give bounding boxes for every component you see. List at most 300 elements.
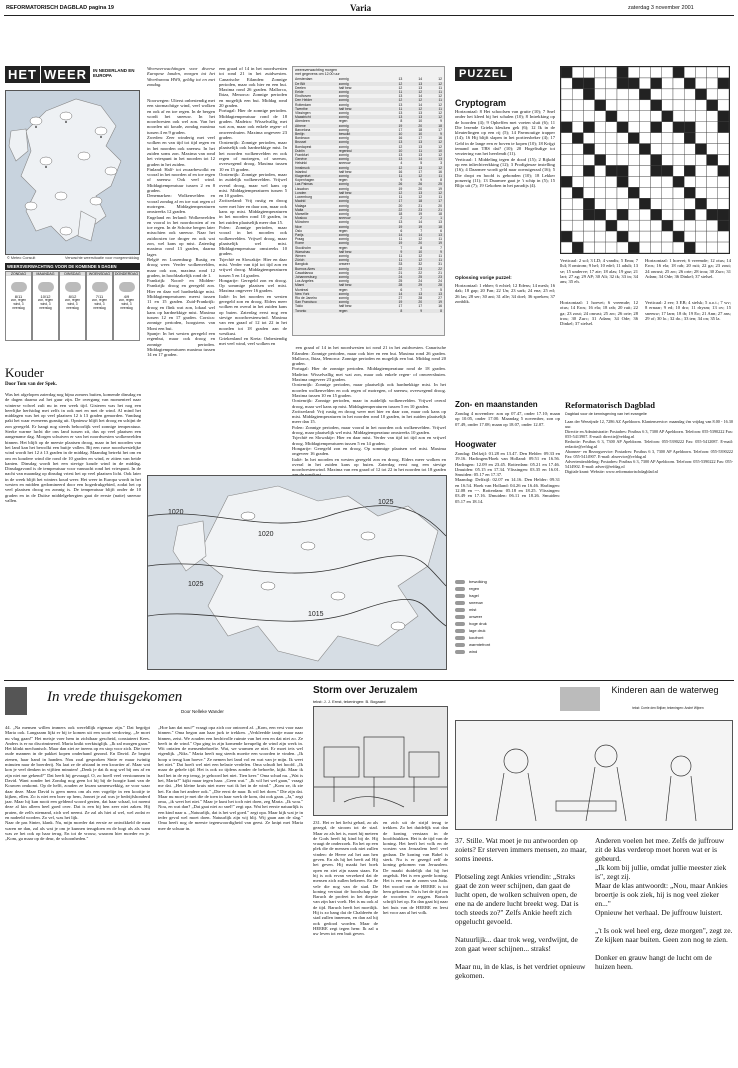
city-temp: 6 bbox=[400, 228, 403, 233]
crossword-cell[interactable] bbox=[673, 89, 684, 100]
crossword-cell[interactable] bbox=[628, 100, 639, 111]
crossword-cell bbox=[707, 209, 718, 220]
crossword-cell[interactable] bbox=[583, 176, 594, 187]
city-temp: 10 bbox=[418, 132, 423, 137]
crossword-cell[interactable] bbox=[628, 144, 639, 155]
crossword-cell[interactable] bbox=[695, 67, 706, 78]
city-temp: 25 bbox=[418, 274, 423, 279]
crossword-cell[interactable] bbox=[561, 89, 572, 100]
crossword-cell[interactable] bbox=[684, 198, 695, 209]
crossword-cell[interactable] bbox=[572, 67, 583, 78]
crossword-cell[interactable] bbox=[718, 242, 729, 253]
legend-item bbox=[455, 634, 561, 641]
crossword-cell[interactable] bbox=[628, 220, 639, 231]
crossword-cell[interactable] bbox=[651, 133, 662, 144]
city-temp: 28 bbox=[398, 283, 403, 288]
city-name: Toronto bbox=[295, 308, 307, 313]
legend-symbol-icon bbox=[455, 601, 465, 605]
city-temp: 11 bbox=[398, 253, 403, 258]
city-condition: regen bbox=[338, 178, 348, 183]
legend-item bbox=[455, 585, 561, 592]
crossword-cell[interactable] bbox=[718, 198, 729, 209]
crossword-cell bbox=[561, 231, 572, 242]
crossword-cell[interactable] bbox=[583, 231, 594, 242]
crossword-cell[interactable] bbox=[595, 198, 606, 209]
crossword-cell[interactable] bbox=[628, 176, 639, 187]
crossword-cell[interactable] bbox=[583, 67, 594, 78]
city-temp: 20 bbox=[418, 186, 423, 191]
crossword-cell[interactable] bbox=[639, 122, 650, 133]
crossword-cell[interactable] bbox=[561, 242, 572, 253]
city-temp: 19 bbox=[418, 224, 423, 229]
crossword-cell[interactable] bbox=[572, 155, 583, 166]
crossword-cell[interactable] bbox=[572, 198, 583, 209]
crossword-cell[interactable] bbox=[572, 89, 583, 100]
crossword-cell[interactable] bbox=[606, 231, 617, 242]
city-temp: 14 bbox=[418, 232, 423, 237]
crossword-cell[interactable] bbox=[572, 111, 583, 122]
crossword-cell[interactable] bbox=[707, 122, 718, 133]
city-condition: zonnig bbox=[338, 98, 349, 103]
crossword-cell[interactable] bbox=[583, 111, 594, 122]
crossword-cell[interactable] bbox=[695, 78, 706, 89]
city-name: Helsinki bbox=[295, 161, 307, 166]
crossword-cell[interactable] bbox=[583, 155, 594, 166]
crossword-cell[interactable] bbox=[695, 133, 706, 144]
crossword-cell[interactable] bbox=[606, 89, 617, 100]
crossword-cell[interactable] bbox=[718, 100, 729, 111]
crossword-cell[interactable] bbox=[662, 67, 673, 78]
crossword-cell[interactable] bbox=[572, 144, 583, 155]
city-temp: 16 bbox=[398, 169, 403, 174]
city-temp: 11 bbox=[438, 253, 442, 258]
crossword-cell[interactable] bbox=[639, 165, 650, 176]
crossword-cell[interactable] bbox=[707, 165, 718, 176]
city-temp: 13 bbox=[438, 232, 442, 237]
city-temp: 17 bbox=[418, 169, 423, 174]
crossword-cell[interactable] bbox=[595, 67, 606, 78]
crossword-cell[interactable] bbox=[617, 144, 628, 155]
header-date: zaterdag 3 november 2001 bbox=[628, 5, 694, 11]
crossword-cell[interactable] bbox=[695, 155, 706, 166]
crossword-cell[interactable] bbox=[684, 155, 695, 166]
crossword-cell[interactable] bbox=[561, 155, 572, 166]
crossword-cell bbox=[718, 165, 729, 176]
crossword-cell[interactable] bbox=[628, 165, 639, 176]
crossword-cell[interactable] bbox=[673, 78, 684, 89]
crossword-cell[interactable] bbox=[707, 78, 718, 89]
city-temp: 13 bbox=[398, 111, 403, 116]
crossword-cell[interactable] bbox=[707, 198, 718, 209]
crossword-cell[interactable] bbox=[651, 198, 662, 209]
crossword-cell[interactable] bbox=[695, 165, 706, 176]
crossword-cell[interactable] bbox=[639, 187, 650, 198]
city-temp: 18 bbox=[418, 199, 423, 204]
crossword-cell[interactable] bbox=[662, 122, 673, 133]
crossword-cell[interactable] bbox=[662, 209, 673, 220]
crossword-cell bbox=[595, 209, 606, 220]
city-temp: 11 bbox=[438, 237, 442, 242]
city-name: Dublin bbox=[295, 148, 305, 153]
crossword-cell[interactable] bbox=[639, 242, 650, 253]
city-temp: 13 bbox=[438, 157, 442, 162]
crossword-cell[interactable] bbox=[684, 144, 695, 155]
crossword-cell[interactable] bbox=[639, 78, 650, 89]
crossword-cell[interactable] bbox=[606, 144, 617, 155]
city-temp: 13 bbox=[418, 115, 423, 120]
crossword-cell[interactable] bbox=[561, 144, 572, 155]
city-name: Marseille bbox=[295, 211, 309, 216]
crossword-cell[interactable] bbox=[651, 187, 662, 198]
city-temp: 13 bbox=[418, 190, 423, 195]
crossword-cell[interactable] bbox=[718, 133, 729, 144]
forecast-day-name: MAANDAG bbox=[33, 272, 58, 276]
crossword-cell[interactable] bbox=[662, 89, 673, 100]
city-temp: 14 bbox=[418, 77, 423, 82]
crossword-cell[interactable] bbox=[718, 155, 729, 166]
crossword-cell bbox=[561, 67, 572, 78]
crossword-cell[interactable] bbox=[606, 242, 617, 253]
city-name: Zürich bbox=[295, 258, 305, 263]
city-condition: zonnig bbox=[338, 203, 349, 208]
city-temp: 14 bbox=[418, 157, 423, 162]
city-condition: regen bbox=[338, 308, 348, 313]
legend-list bbox=[455, 578, 561, 655]
crossword-cell[interactable] bbox=[606, 133, 617, 144]
crossword-cell[interactable] bbox=[572, 220, 583, 231]
crossword-cell[interactable] bbox=[718, 89, 729, 100]
crossword-cell[interactable] bbox=[718, 176, 729, 187]
city-name: Innsbruck bbox=[295, 165, 310, 170]
city-condition: bewolkt bbox=[338, 132, 351, 137]
forecast-day bbox=[86, 271, 113, 341]
crossword-cell[interactable] bbox=[707, 89, 718, 100]
crossword-cell[interactable] bbox=[673, 144, 684, 155]
crossword-cell[interactable] bbox=[684, 176, 695, 187]
crossword-cell[interactable] bbox=[617, 187, 628, 198]
header-rule bbox=[4, 15, 734, 16]
crossword-cell[interactable] bbox=[718, 187, 729, 198]
crossword-cell[interactable] bbox=[639, 155, 650, 166]
crossword-cell[interactable] bbox=[673, 187, 684, 198]
crossword-cell bbox=[684, 165, 695, 176]
crossword-cell[interactable] bbox=[673, 133, 684, 144]
city-temp: 21 bbox=[438, 270, 442, 275]
isobar-map-graphic bbox=[148, 476, 446, 669]
crossword-cell[interactable] bbox=[595, 133, 606, 144]
city-temp: 22 bbox=[398, 207, 403, 212]
crossword-cell[interactable] bbox=[707, 144, 718, 155]
crossword-cell[interactable] bbox=[628, 198, 639, 209]
city-temp: 12 bbox=[438, 81, 442, 86]
crossword-cell[interactable] bbox=[606, 122, 617, 133]
crossword-cell[interactable] bbox=[628, 209, 639, 220]
crossword-cell[interactable] bbox=[662, 144, 673, 155]
crossword-cell[interactable] bbox=[572, 165, 583, 176]
crossword-cell[interactable] bbox=[572, 100, 583, 111]
crossword-cell[interactable] bbox=[583, 100, 594, 111]
crossword-cell[interactable] bbox=[695, 111, 706, 122]
city-temp: 11 bbox=[438, 106, 442, 111]
crossword-cell[interactable] bbox=[639, 67, 650, 78]
crossword-cell[interactable] bbox=[561, 100, 572, 111]
crossword-cell[interactable] bbox=[707, 67, 718, 78]
crossword-cell[interactable] bbox=[639, 209, 650, 220]
legend-symbol-icon bbox=[455, 587, 465, 591]
jerusalem-drawing bbox=[314, 707, 447, 815]
crossword-cell[interactable] bbox=[707, 231, 718, 242]
city-temp: 25 bbox=[398, 279, 403, 284]
city-temp: 12 bbox=[418, 195, 423, 200]
city-condition: zonnig bbox=[338, 90, 349, 95]
crossword-cell[interactable] bbox=[617, 111, 628, 122]
city-temp: 26 bbox=[418, 182, 423, 187]
crossword-cell[interactable] bbox=[707, 220, 718, 231]
city-name: Klagenfurt bbox=[295, 174, 311, 179]
crossword-cell[interactable] bbox=[707, 187, 718, 198]
city-condition: zonnig bbox=[338, 111, 349, 116]
crossword-cell[interactable] bbox=[651, 242, 662, 253]
crossword-cell[interactable] bbox=[695, 122, 706, 133]
crossword-cell[interactable] bbox=[651, 144, 662, 155]
crossword-cell[interactable] bbox=[606, 198, 617, 209]
story3-col1: 37. Stille. Wat moet je nu antwoorden op zoiets? Er sterven immers mensen, zo maar, soms ineens. Plotseling zegt Ankies vriendin: „Straks gaat de zon weer schijnen, dan gaat de lucht open, de wolken schuiven open, de ene na de andere lucht breekt weg. Dat is toch steeds zo?" Zelfs Ankie heeft zich opgelucht gevoeld. Natuurlijk... daar trok weg, verdwijnt, de zon gaat weer schijnen... straks! Maar nu, in de klas, is het verdriet opnieuw gekomen. bbox=[455, 836, 587, 980]
city-temp: 12 bbox=[438, 102, 442, 107]
crossword-cell[interactable] bbox=[606, 176, 617, 187]
crossword-cell[interactable] bbox=[673, 198, 684, 209]
crossword-cell[interactable] bbox=[695, 176, 706, 187]
crossword-cell[interactable] bbox=[651, 89, 662, 100]
crossword-cell[interactable] bbox=[583, 187, 594, 198]
city-temp: 13 bbox=[398, 102, 403, 107]
weather-logo-weer: WEER bbox=[41, 66, 90, 83]
crossword-cell[interactable] bbox=[662, 100, 673, 111]
crossword-cell bbox=[572, 133, 583, 144]
crossword-cell[interactable] bbox=[628, 155, 639, 166]
city-temp: 24 bbox=[398, 274, 403, 279]
crossword-cell[interactable] bbox=[673, 111, 684, 122]
city-name: Stockholm bbox=[295, 245, 311, 250]
crossword-cell[interactable] bbox=[561, 165, 572, 176]
crossword-cell[interactable] bbox=[662, 78, 673, 89]
legend-item bbox=[455, 613, 561, 620]
crossword-cell[interactable] bbox=[617, 242, 628, 253]
crossword-cell[interactable] bbox=[583, 242, 594, 253]
crossword-cell[interactable] bbox=[662, 155, 673, 166]
crossword-cell bbox=[684, 209, 695, 220]
crossword-cell[interactable] bbox=[707, 133, 718, 144]
crossword-cell[interactable] bbox=[684, 67, 695, 78]
crossword-cell[interactable] bbox=[561, 111, 572, 122]
crossword-cell[interactable] bbox=[572, 176, 583, 187]
city-temp: 16 bbox=[398, 136, 403, 141]
forecast-days bbox=[5, 271, 140, 341]
crossword-cell[interactable] bbox=[628, 231, 639, 242]
crossword-cell[interactable] bbox=[583, 133, 594, 144]
weather-credit: © Meteo Consult bbox=[7, 256, 36, 260]
crossword-cell[interactable] bbox=[684, 89, 695, 100]
crossword-cell[interactable] bbox=[595, 187, 606, 198]
crossword-cell[interactable] bbox=[684, 100, 695, 111]
city-condition: zonnig bbox=[338, 140, 349, 145]
crossword-cell bbox=[718, 122, 729, 133]
crossword-cell[interactable] bbox=[583, 220, 594, 231]
crossword-cell[interactable] bbox=[561, 220, 572, 231]
crossword-cell[interactable] bbox=[595, 89, 606, 100]
city-temp: 10 bbox=[398, 132, 403, 137]
crossword-cell[interactable] bbox=[606, 187, 617, 198]
crossword-cell[interactable] bbox=[673, 242, 684, 253]
crossword-cell[interactable] bbox=[639, 176, 650, 187]
crossword-cell bbox=[583, 198, 594, 209]
crossword-cell[interactable] bbox=[684, 220, 695, 231]
crossword-cell[interactable] bbox=[561, 209, 572, 220]
crossword-cell[interactable] bbox=[651, 220, 662, 231]
city-name: Boedapest bbox=[295, 144, 312, 149]
city-table-header: weersverwachting morgen met gegevens om 12.00 uur bbox=[295, 68, 340, 77]
crossword-cell[interactable] bbox=[718, 231, 729, 242]
crossword-cell[interactable] bbox=[617, 198, 628, 209]
city-temp: 18 bbox=[438, 211, 442, 216]
crossword-cell[interactable] bbox=[684, 111, 695, 122]
crossword-cell[interactable] bbox=[651, 176, 662, 187]
crossword-cell[interactable] bbox=[673, 165, 684, 176]
city-temp: 12 bbox=[398, 81, 403, 86]
crossword-cell[interactable] bbox=[628, 89, 639, 100]
crossword-cell[interactable] bbox=[595, 111, 606, 122]
crossword-cell[interactable] bbox=[673, 220, 684, 231]
crossword-cell[interactable] bbox=[651, 111, 662, 122]
crossword-cell[interactable] bbox=[595, 165, 606, 176]
crossword-cell[interactable] bbox=[695, 100, 706, 111]
crossword-cell[interactable] bbox=[707, 242, 718, 253]
crossword-cell[interactable] bbox=[561, 133, 572, 144]
crossword-cell[interactable] bbox=[662, 198, 673, 209]
crossword-cell[interactable] bbox=[673, 209, 684, 220]
crossword-cell[interactable] bbox=[561, 198, 572, 209]
crossword-cell bbox=[572, 242, 583, 253]
forecast-day bbox=[59, 271, 86, 341]
crossword-cell[interactable] bbox=[695, 231, 706, 242]
city-temp: 9 bbox=[400, 178, 403, 183]
city-condition: zonnig bbox=[338, 232, 349, 237]
city-temp: 12 bbox=[418, 237, 423, 242]
crossword-cell[interactable] bbox=[572, 209, 583, 220]
forecast-title: WEERSVERWACHTING VOOR DE KOMENDE 5 DAGEN bbox=[5, 263, 140, 270]
crossword-cell[interactable] bbox=[628, 122, 639, 133]
crossword-cell[interactable] bbox=[707, 111, 718, 122]
crossword-cell[interactable] bbox=[695, 220, 706, 231]
crossword-cell[interactable] bbox=[695, 209, 706, 220]
forecast-day-name: WOENSDAG bbox=[88, 272, 111, 276]
crossword-cell[interactable] bbox=[639, 100, 650, 111]
crossword-cell[interactable] bbox=[628, 67, 639, 78]
crossword-cell[interactable] bbox=[606, 155, 617, 166]
crossword-cell[interactable] bbox=[662, 231, 673, 242]
crossword-cell bbox=[718, 209, 729, 220]
crossword-cell[interactable] bbox=[651, 231, 662, 242]
crossword-cell[interactable] bbox=[595, 176, 606, 187]
crossword-cell bbox=[684, 133, 695, 144]
city-temp: 11 bbox=[398, 237, 403, 242]
city-name: Bangkok bbox=[295, 262, 309, 267]
crossword-cell bbox=[639, 144, 650, 155]
crossword-cell[interactable] bbox=[684, 231, 695, 242]
city-condition: zonnig bbox=[338, 195, 349, 200]
crossword-cell[interactable] bbox=[561, 78, 572, 89]
story2-col1: 231. Het er het liefst gehad, zo als gezegd, de stroom tot de stad. Maar zo als het is, moet hij meteen de Gods heeft hij kind bij de. Hij vraagt de onderzoek. En het op een plek die de mensen ook niet zullen vinden: de Heere zal het aan hen geven. En als hij het heeft zal Hij het geven. Hij maakt het boek open en ziet zijn naam staan. En hij is ook ervan verzekerd dat de mensen zich zullen bekeren. En de vele die nog van de stad. De koning verstaat de boodschap die Baruch de profeet in het diepste van zijn hart voelt. Het is nu ook al de tijd. Baruch heeft het moeilijk. Hij is zo bang dat de Chaldeeën de stad zullen innemen, en dan zal hij ook gedood worden. Maar de HEERE zegt tegen hem: Ik zal u uw leven tot een buit geven. bbox=[313, 820, 380, 937]
crossword-cell[interactable] bbox=[572, 122, 583, 133]
crossword-cell[interactable] bbox=[595, 78, 606, 89]
crossword-cell[interactable] bbox=[718, 144, 729, 155]
crossword-cell[interactable] bbox=[628, 111, 639, 122]
crossword-cell[interactable] bbox=[572, 231, 583, 242]
crossword-cell[interactable] bbox=[707, 176, 718, 187]
crossword-cell[interactable] bbox=[617, 220, 628, 231]
crossword-cell[interactable] bbox=[695, 187, 706, 198]
crossword-cell[interactable] bbox=[595, 144, 606, 155]
crossword-cell[interactable] bbox=[606, 78, 617, 89]
crossword-cell[interactable] bbox=[595, 122, 606, 133]
crossword-cell[interactable] bbox=[595, 220, 606, 231]
city-name: Londen bbox=[295, 190, 307, 195]
crossword-cell[interactable] bbox=[662, 187, 673, 198]
crossword-grid[interactable] bbox=[560, 66, 730, 254]
crossword-cell[interactable] bbox=[639, 111, 650, 122]
crossword-cell[interactable] bbox=[606, 209, 617, 220]
crossword-cell[interactable] bbox=[606, 67, 617, 78]
crossword-cell[interactable] bbox=[673, 100, 684, 111]
city-temp: 7 bbox=[420, 228, 423, 233]
crossword-cell[interactable] bbox=[561, 187, 572, 198]
city-name: Los Angeles bbox=[295, 279, 314, 284]
crossword-cell[interactable] bbox=[606, 100, 617, 111]
city-name: Maastricht bbox=[295, 115, 311, 120]
city-name: Oslo bbox=[295, 228, 302, 233]
crossword-cell[interactable] bbox=[595, 242, 606, 253]
crossword-cell[interactable] bbox=[662, 133, 673, 144]
crossword-cell[interactable] bbox=[639, 220, 650, 231]
crossword-cell[interactable] bbox=[639, 231, 650, 242]
crossword-cell[interactable] bbox=[617, 100, 628, 111]
city-temp: 17 bbox=[418, 304, 423, 309]
crossword-cell[interactable] bbox=[639, 133, 650, 144]
crossword-cell[interactable] bbox=[651, 67, 662, 78]
city-temp: 12 bbox=[398, 85, 403, 90]
city-temp: 11 bbox=[418, 148, 423, 153]
crossword-cell[interactable] bbox=[718, 67, 729, 78]
legend-label: sneeuw bbox=[469, 600, 483, 605]
europe-countries-c-text: een graad of 14 in het noordwesten tot rond 21 in het zuidwesten. Canarische Eilanden: Zonnige perioden, maar ook hier en een bui. Maxima rond 26 graden. Mallorca, Ibiza, Menorca: Zonnige perioden en mogelijk een bui. Middag rond 20 graden. Portugal: Hier de zonnige perioden. Middagtemperatuur rond de 18 graden. Madeira: Wisselvallig met wat zon, maar ook enkele regen- of onweersbuien. Maxima ongeveer 23 graden. Oostenrijk: Zonnige perioden, maar plaatselijk ook hardnekkige mist. In het noorden wolkenvelden en ook regen of motregen, of sneeuw, overwegend droog. Maxima tussen 10 en 15 graden. Oostenrijk: Zonnige perioden, maar in zuidelijk wolkenvelden. Vrijwel overal droog, maar wel kans op mist. Middagtemperaturen tussen 5 en 10 graden. Zwitserland: Vrij rustig en droog weer met hier en daar zon, maar ook kans op mist. Middagtemperaturen in het noorden rond 10 graden, in het zuiden plaatselijk meer dan 15. Polen: Zonnige perioden, maar vooral in het noorden ook wolkenvelden. Vrijwel droog, maar plaatselijk wel mist. Middagtemperatuur omstreeks 10 graden. Tsjechië en Slowakije: Hier en daar mist. Verder van tijd tot tijd zon en vrijwel droog. Middagtemperaturen tussen 5 en 14 graden. Hongarije: Geregeld zon en droog. Op sommige plaatsen wel mist. Maxima ongeveer 16 graden. Italië: In het noorden en westen geregeld zon en droog. Elders meer wolken en overal in het zuiden kans op buien. Zaterdag eerst nog een stevige noordwestenwind. Maxima van een graad of 12 tot 22 in het noorden tot 18 graden bbox=[292, 345, 446, 473]
crossword-cell[interactable] bbox=[617, 155, 628, 166]
city-condition: regen bbox=[338, 245, 348, 250]
city-condition: regen bbox=[338, 228, 348, 233]
crossword-cell[interactable] bbox=[673, 155, 684, 166]
crossword-cell[interactable] bbox=[662, 176, 673, 187]
city-temp: 11 bbox=[438, 174, 442, 179]
city-temp: 8 bbox=[440, 308, 442, 313]
crossword-cell[interactable] bbox=[695, 242, 706, 253]
crossword-cell[interactable] bbox=[617, 133, 628, 144]
city-temp: 8 bbox=[400, 119, 403, 124]
city-temp: 8 bbox=[420, 245, 423, 250]
crossword-cell[interactable] bbox=[595, 231, 606, 242]
legend-symbol-icon bbox=[455, 629, 465, 633]
crossword-cell[interactable] bbox=[662, 242, 673, 253]
crossword-cell[interactable] bbox=[617, 89, 628, 100]
city-condition: zonnig bbox=[338, 274, 349, 279]
city-temp: 33 bbox=[398, 262, 403, 267]
